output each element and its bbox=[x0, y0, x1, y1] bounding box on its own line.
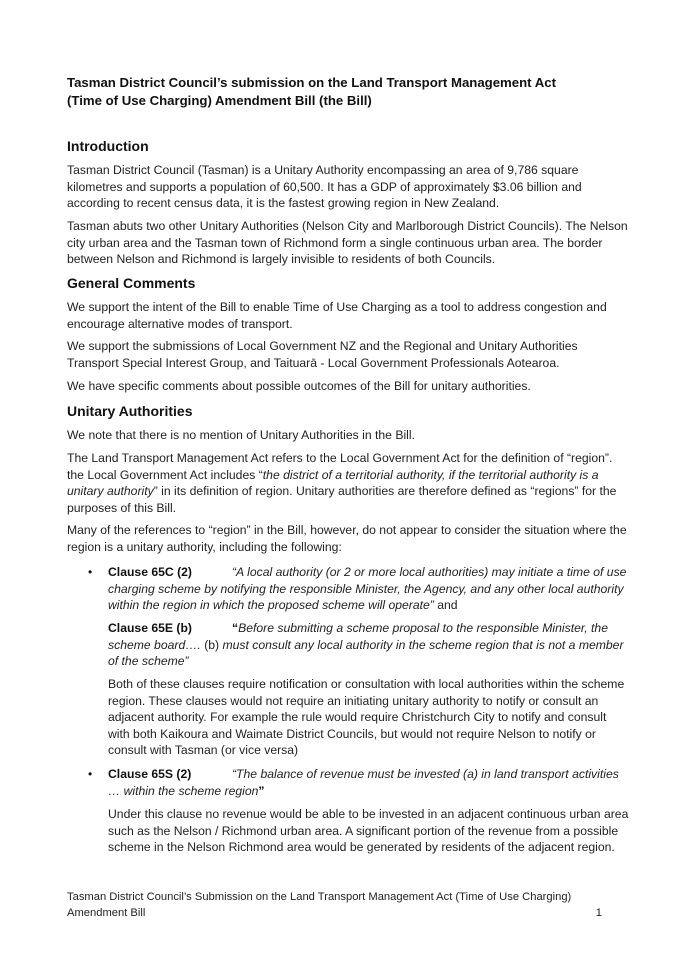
unitary-authorities-heading: Unitary Authorities bbox=[67, 403, 193, 419]
clause-65e-quote-a: Before submitting a scheme proposal to the responsible Minister, the scheme board…. bbox=[108, 621, 608, 652]
clause-65s-quote: “The balance of revenue must be invested (a) in land transport activities … within the scheme region bbox=[108, 767, 619, 798]
clause-65s-comment: Under this clause no revenue would be able to be invested in an adjacent continuous urban area such as the Nelson / Richmond urban area. A significant portion of the revenue from a possible scheme in the Nelson Richmond area would be generated by residents of the adjacent region. bbox=[108, 807, 629, 855]
unitary-paragraph-2-quote: the district of a territorial authority, if the territorial authority is a unitary authority bbox=[67, 467, 599, 499]
general-comments-paragraph-3: We have specific comments about possible outcomes of the Bill for unitary authorities. bbox=[67, 379, 531, 393]
general-comments-heading: General Comments bbox=[67, 275, 196, 291]
clause-65c-tail: and bbox=[433, 598, 458, 613]
page-number: 1 bbox=[595, 906, 602, 919]
unitary-paragraph-2 bbox=[67, 450, 629, 516]
page-footer bbox=[67, 890, 602, 921]
title-line-1: Tasman District Council’s submission on the Land Transport Management Act bbox=[67, 75, 556, 90]
clause-65c-65e-comment: Both of these clauses require notification or consultation with local authorities within the scheme region. These clauses would not require an initiating unitary authority to notify or consult an adjacent authority. For example the rule would require Christchurch City to notify and consult with both Kaikoura and Waimate District Councils, but would not require Nelson to notify or consult with Tasman (or vice versa) bbox=[108, 677, 625, 758]
general-comments-paragraph-2: We support the submissions of Local Government NZ and the Regional and Unitary Authorities Transport Special Interest Group, and Taituarā - Local Government Professionals Aotearoa. bbox=[67, 339, 578, 370]
clause-65s-quote-close: ” bbox=[258, 783, 265, 798]
clause-65s-item bbox=[108, 766, 630, 799]
title-line-2: (Time of Use Charging) Amendment Bill (the Bill) bbox=[67, 92, 372, 108]
introduction-paragraph-2: Tasman abuts two other Unitary Authorities (Nelson City and Marlborough District Councils). The Nelson city urban area and the Tasman town of Richmond form a single continuous urban area. The border between Nelson and Richmond is largely invisible to residents of both Councils. bbox=[67, 219, 628, 267]
clause-65e-quote-c: must consult any local authority in the scheme region that is not a member of the scheme” bbox=[108, 637, 624, 669]
clause-65s-label: Clause 65S (2) bbox=[108, 767, 192, 781]
clause-65e-quote-b: (b) bbox=[200, 637, 223, 652]
introduction-heading: Introduction bbox=[67, 138, 149, 154]
unitary-paragraph-2-start: The Land Transport Management Act refers to the Local Government Act for the definition of “region”. the Local Government Act includes “ bbox=[67, 451, 613, 482]
bullet-marker: • bbox=[88, 565, 93, 579]
bullet-marker: • bbox=[88, 767, 93, 781]
document-title bbox=[67, 74, 627, 109]
clause-65c-item bbox=[108, 564, 630, 614]
clause-65e-label: Clause 65E (b) bbox=[108, 621, 192, 635]
footer-line-2: Amendment Bill bbox=[67, 906, 146, 919]
unitary-paragraph-2-end: ” in its definition of region. Unitary authorities are therefore defined as “regions” for the purposes of this Bill. bbox=[67, 484, 617, 515]
footer-line-1: Tasman District Council’s Submission on the Land Transport Management Act (Time of Use Charging) bbox=[67, 891, 572, 903]
general-comments-paragraph-1: We support the intent of the Bill to enable Time of Use Charging as a tool to address congestion and encourage alternative modes of transport. bbox=[67, 300, 607, 331]
clause-65e-item bbox=[108, 620, 630, 670]
clause-65e-quote-open: “ bbox=[232, 621, 239, 635]
clause-65c-label: Clause 65C (2) bbox=[108, 565, 192, 579]
unitary-paragraph-3: Many of the references to “region” in the Bill, however, do not appear to consider the situation where the region is a unitary authority, including the following: bbox=[67, 523, 627, 554]
unitary-paragraph-1: We note that there is no mention of Unitary Authorities in the Bill. bbox=[67, 428, 415, 442]
clause-65c-quote: “A local authority (or 2 or more local authorities) may initiate a time of use charging scheme by notifying the responsible Minister, the Agency, and any other local authority within the region in which the proposed scheme will operate” bbox=[108, 565, 627, 613]
introduction-paragraph-1: Tasman District Council (Tasman) is a Unitary Authority encompassing an area of 9,786 square kilometres and supports a population of 60,500. It has a GDP of approximately $3.06 billion and according to recent census data, it is the fastest growing region in New Zealand. bbox=[67, 163, 582, 211]
